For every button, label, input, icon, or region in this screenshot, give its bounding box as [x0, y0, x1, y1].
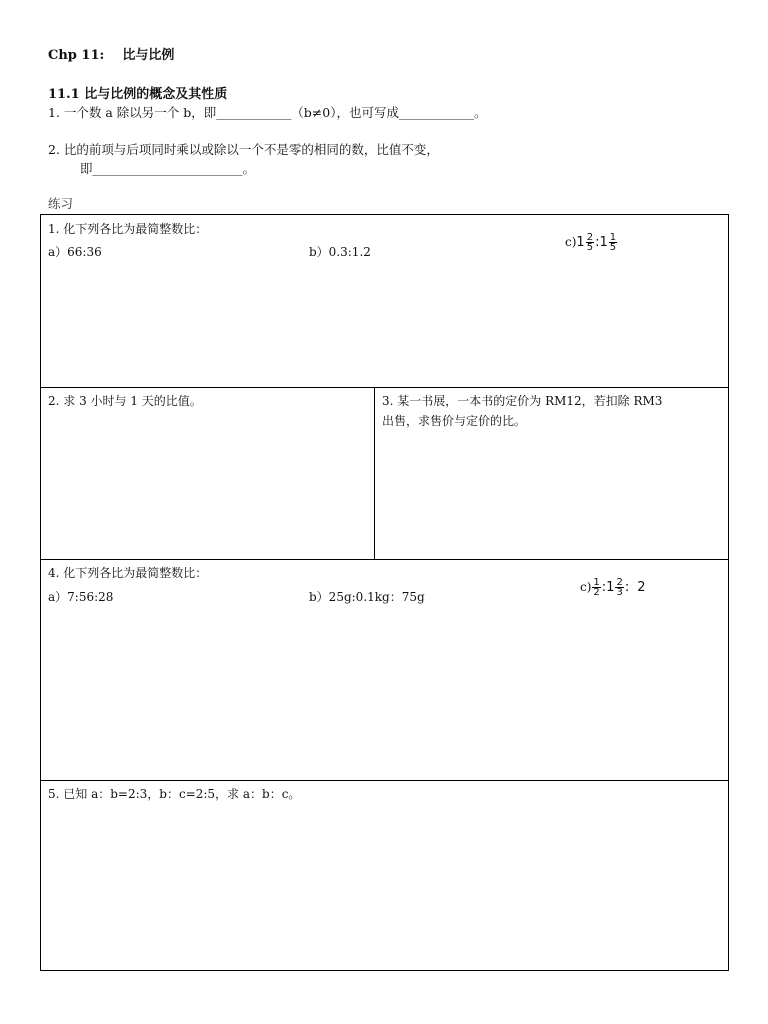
q1-part-a: a）66:36 — [48, 245, 102, 259]
q4-c-num2: 2 — [616, 577, 623, 588]
q3-line-2: 出售，求售价与定价的比。 — [382, 414, 527, 428]
q1-prompt: 1. 化下列各比为最简整数比： — [48, 222, 208, 236]
q4-prompt: 4. 化下列各比为最简整数比： — [48, 566, 208, 580]
practice-label: 练习 — [48, 196, 74, 211]
q1-part-b: b）0.3:1.2 — [309, 245, 371, 259]
chapter-title: 比与比例 — [122, 48, 175, 63]
note-1: 1. 一个数 a 除以另一个 b，即____________（b≠0），也可写成____________。 — [48, 105, 487, 120]
q4-part-b: b）25g:0.1kg：75g — [309, 590, 425, 604]
q1-c-num1: 2 — [586, 232, 594, 243]
question-2-box — [40, 387, 375, 560]
question-4-box — [40, 559, 729, 781]
q4-c-whole2: 1 — [606, 580, 615, 595]
section-title: 11.1 比与比例的概念及其性质 — [48, 87, 228, 102]
q4-c-den1: 2 — [593, 587, 600, 598]
q3-line-1: 3. 某一书展，一本书的定价为 RM12，若扣除 RM3 — [382, 394, 663, 408]
q1-c-whole2: 1 — [599, 235, 608, 250]
q1-c-sep: : — [595, 235, 600, 250]
q1-c-den1: 5 — [586, 242, 594, 253]
q4-part-c — [580, 578, 646, 597]
q4-c-sep1: : — [601, 580, 607, 595]
q4-c-num1: 1 — [593, 577, 600, 588]
q4-part-a: a）7:56:28 — [48, 590, 114, 604]
q1-part-c — [565, 233, 618, 252]
question-5-box — [40, 780, 729, 971]
q4-c-prefix: c) — [580, 580, 592, 594]
note-2-continuation: 即________________________。 — [80, 161, 256, 176]
q1-c-prefix: c) — [565, 235, 577, 249]
q5-prompt: 5. 已知 a：b=2:3，b：c=2:5，求 a：b：c。 — [48, 787, 301, 801]
question-3-box — [374, 387, 729, 560]
q1-c-frac2 — [609, 233, 617, 252]
q4-c-sep2: : — [624, 580, 630, 595]
q4-c-frac2 — [615, 578, 623, 597]
q4-c-frac1 — [592, 578, 600, 597]
note-2: 2. 比的前项与后项同时乘以或除以一个不是零的相同的数，比值不变， — [48, 142, 439, 157]
q1-c-whole1: 1 — [576, 235, 585, 250]
q1-c-frac1 — [586, 233, 594, 252]
q1-c-den2: 5 — [609, 242, 617, 253]
q4-c-last: 2 — [637, 580, 646, 595]
chapter-heading — [48, 44, 174, 63]
q2-prompt: 2. 求 3 小时与 1 天的比值。 — [48, 394, 202, 408]
question-1-box — [40, 214, 729, 388]
q4-c-den2: 3 — [616, 587, 623, 598]
chapter-label: Chp 11: — [48, 48, 105, 63]
q1-c-num2: 1 — [609, 232, 617, 243]
